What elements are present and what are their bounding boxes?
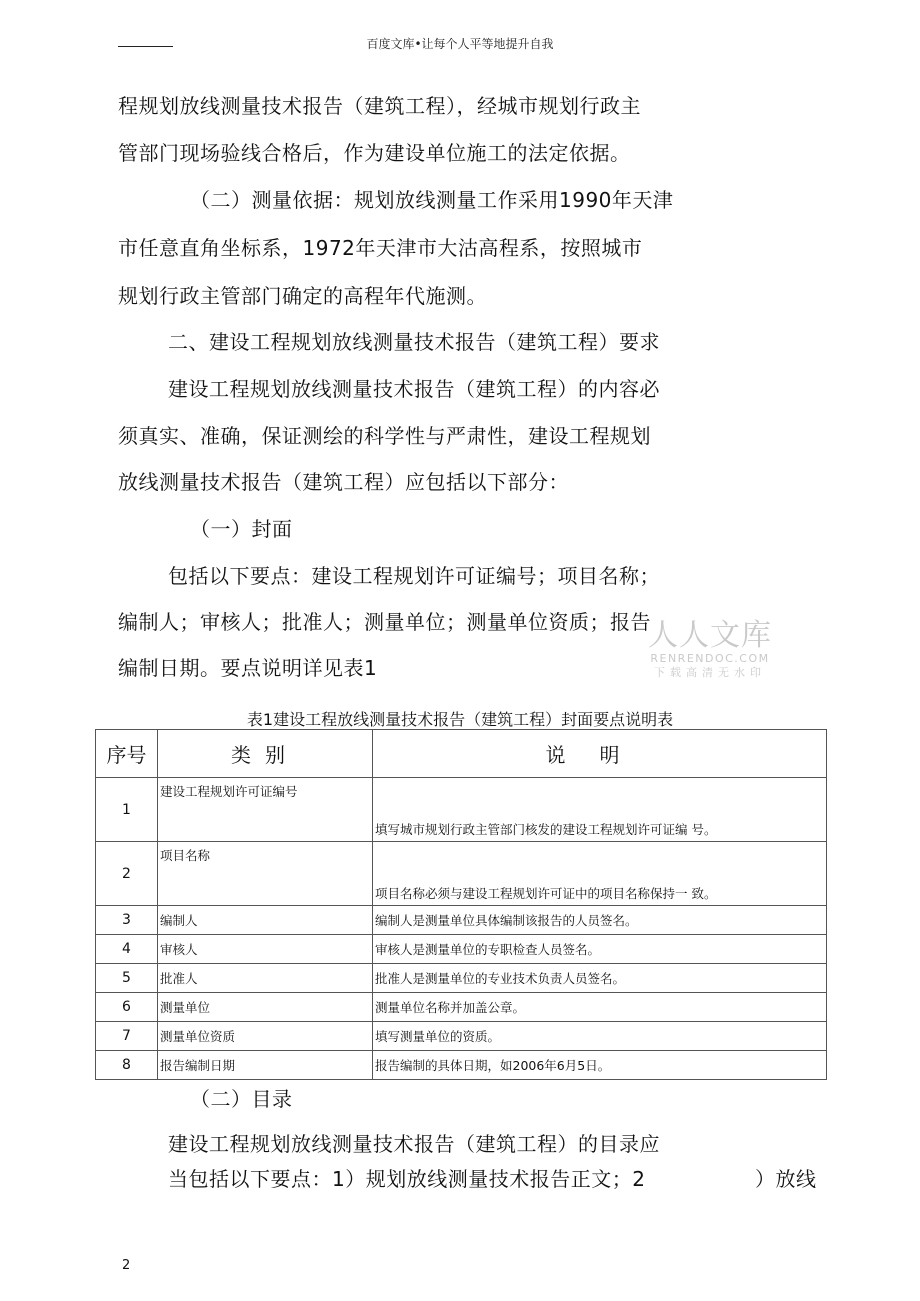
row-description: 项目名称必须与建设工程规划许可证中的项目名称保持一 致。 <box>373 842 827 906</box>
row-description: 填写城市规划行政主管部门核发的建设工程规划许可证编 号。 <box>373 778 827 842</box>
subsection-heading: （一）封面 <box>190 517 293 541</box>
header-cell-number: 序号 <box>96 730 158 778</box>
header-title: 百度文库•让每个人平等地提升自我 <box>366 37 554 51</box>
row-category: 项目名称 <box>158 842 373 906</box>
body-line: 放线测量技术报告（建筑工程）应包括以下部分： <box>118 470 569 494</box>
body-line: 须真实、准确，保证测绘的科学性与严肃性，建设工程规划 <box>118 424 651 448</box>
watermark <box>646 620 774 680</box>
page-number: 2 <box>122 1258 131 1273</box>
table-row <box>96 1022 827 1051</box>
body-line: 规划行政主管部门确定的高程年代施测。 <box>118 284 487 308</box>
row-category: 报告编制日期 <box>158 1051 373 1080</box>
row-number: 2 <box>96 842 158 906</box>
row-number: 3 <box>96 906 158 935</box>
row-number: 5 <box>96 964 158 993</box>
row-description: 审核人是测量单位的专职检查人员签名。 <box>373 935 827 964</box>
body-line: 当包括以下要点：1）规划放线测量技术报告正文；2 <box>168 1167 646 1191</box>
body-line: 包括以下要点：建设工程规划许可证编号；项目名称； <box>168 564 660 588</box>
watermark-logo: 人人文库 <box>648 618 772 653</box>
body-line: 建设工程规划放线测量技术报告（建筑工程）的目录应 <box>168 1132 660 1156</box>
row-description: 报告编制的具体日期，如2006年6月5日。 <box>373 1051 827 1080</box>
body-line: 建设工程规划放线测量技术报告（建筑工程）的内容必 <box>168 377 660 401</box>
section-heading: 二、建设工程规划放线测量技术报告（建筑工程）要求 <box>168 330 660 354</box>
row-category: 批准人 <box>158 964 373 993</box>
row-description: 填写测量单位的资质。 <box>373 1022 827 1051</box>
header-cell-category: 类别 <box>158 730 373 778</box>
row-number: 4 <box>96 935 158 964</box>
row-description: 测量单位名称并加盖公章。 <box>373 993 827 1022</box>
row-description: 编制人是测量单位具体编制该报告的人员签名。 <box>373 906 827 935</box>
body-line: 市任意直角坐标系，1972年天津市大沽高程系，按照城市 <box>118 236 643 260</box>
table-row <box>96 935 827 964</box>
body-line-tail: ）放线 <box>755 1167 817 1191</box>
row-category: 测量单位资质 <box>158 1022 373 1051</box>
watermark-subtitle: 下载高清无水印 <box>654 666 766 679</box>
subsection-heading: （二）目录 <box>190 1087 293 1111</box>
table-row <box>96 993 827 1022</box>
row-number: 7 <box>96 1022 158 1051</box>
cover-points-table <box>95 729 827 1080</box>
watermark-site: RENRENDOC.COM <box>650 652 770 665</box>
row-category: 编制人 <box>158 906 373 935</box>
row-number: 8 <box>96 1051 158 1080</box>
table-caption: 表1建设工程放线测量技术报告（建筑工程）封面要点说明表 <box>246 710 674 729</box>
row-number: 6 <box>96 993 158 1022</box>
table-row <box>96 906 827 935</box>
row-category: 建设工程规划许可证编号 <box>158 778 373 842</box>
table-row <box>96 964 827 993</box>
table-row <box>96 842 827 906</box>
body-line: 程规划放线测量技术报告（建筑工程），经城市规划行政主 <box>118 94 641 118</box>
row-category: 审核人 <box>158 935 373 964</box>
row-category: 测量单位 <box>158 993 373 1022</box>
table-row <box>96 778 827 842</box>
row-description: 批准人是测量单位的专业技术负责人员签名。 <box>373 964 827 993</box>
table-header-row <box>96 730 827 778</box>
header-cell-description: 说明 <box>373 730 827 778</box>
section-heading: （二）测量依据：规划放线测量工作采用1990年天津 <box>190 188 674 212</box>
body-line: 编制日期。要点说明详见表1 <box>118 656 378 680</box>
row-number: 1 <box>96 778 158 842</box>
table-row <box>96 1051 827 1080</box>
body-line: 管部门现场验线合格后，作为建设单位施工的法定依据。 <box>118 141 631 165</box>
body-line: 编制人；审核人；批准人；测量单位；测量单位资质；报告 <box>118 610 651 634</box>
